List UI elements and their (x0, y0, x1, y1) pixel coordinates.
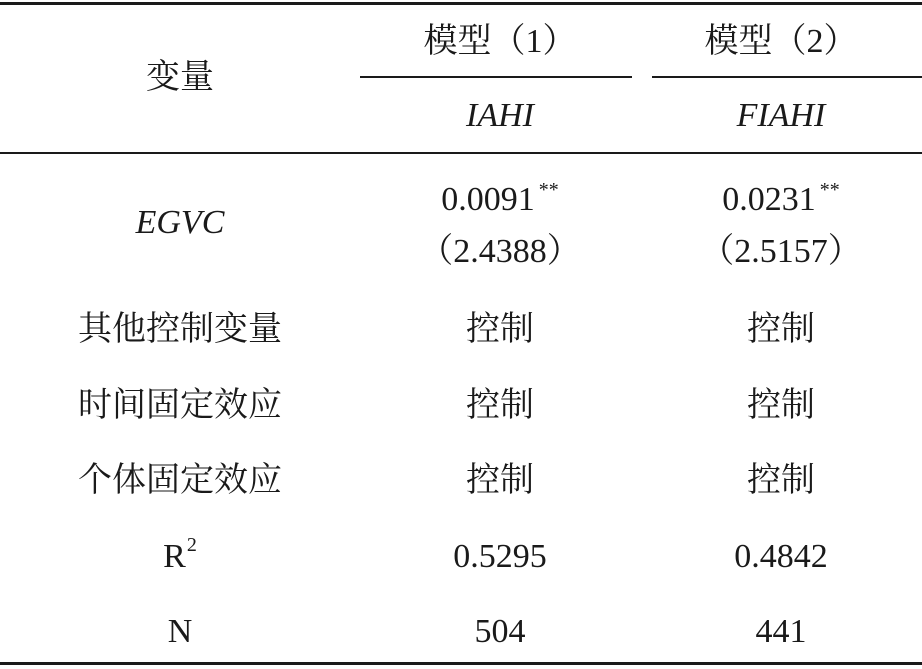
table-bottom-rule (0, 662, 922, 665)
r-squared-model2: 0.4842 (734, 538, 828, 575)
table-header-rule (0, 152, 922, 154)
egvc-model1-coef-value: 0.0091 (441, 181, 535, 218)
r-squared-model1: 0.5295 (453, 538, 547, 575)
time-fe-model1: 控制 (466, 387, 534, 424)
time-fe-label: 时间固定效应 (78, 387, 282, 424)
individual-fe-model1: 控制 (466, 462, 534, 499)
controls-label: 其他控制变量 (78, 311, 282, 348)
egvc-model2-significance: ** (819, 179, 840, 201)
controls-model2: 控制 (747, 311, 815, 348)
r-squared-label-superscript: 2 (186, 534, 197, 556)
r-squared-label-base: R (163, 538, 186, 575)
egvc-model1-tstat: （2.4388） (419, 233, 581, 270)
egvc-label: EGVC (135, 204, 225, 241)
model2-header-rule (652, 76, 922, 78)
egvc-model2-coefficient (640, 180, 922, 220)
egvc-model2-coef-value: 0.0231 (722, 181, 816, 218)
egvc-model2-tstat: （2.5157） (700, 233, 862, 270)
model2-dependent-variable: FIAHI (736, 97, 826, 134)
r-squared-label (0, 534, 360, 577)
model2-header: 模型（2） (704, 23, 858, 60)
model1-header: 模型（1） (423, 23, 577, 60)
model1-dependent-variable: IAHI (466, 97, 534, 134)
controls-model1: 控制 (466, 311, 534, 348)
egvc-model1-significance: ** (538, 179, 559, 201)
model1-header-rule (360, 76, 632, 78)
table-top-rule (0, 2, 922, 5)
time-fe-model2: 控制 (747, 387, 815, 424)
n-model1: 504 (474, 613, 526, 650)
egvc-model1-coefficient (360, 180, 640, 220)
individual-fe-model2: 控制 (747, 462, 815, 499)
n-label: N (167, 613, 193, 650)
individual-fe-label: 个体固定效应 (78, 462, 282, 499)
n-model2: 441 (755, 613, 807, 650)
variable-header: 变量 (146, 59, 214, 96)
